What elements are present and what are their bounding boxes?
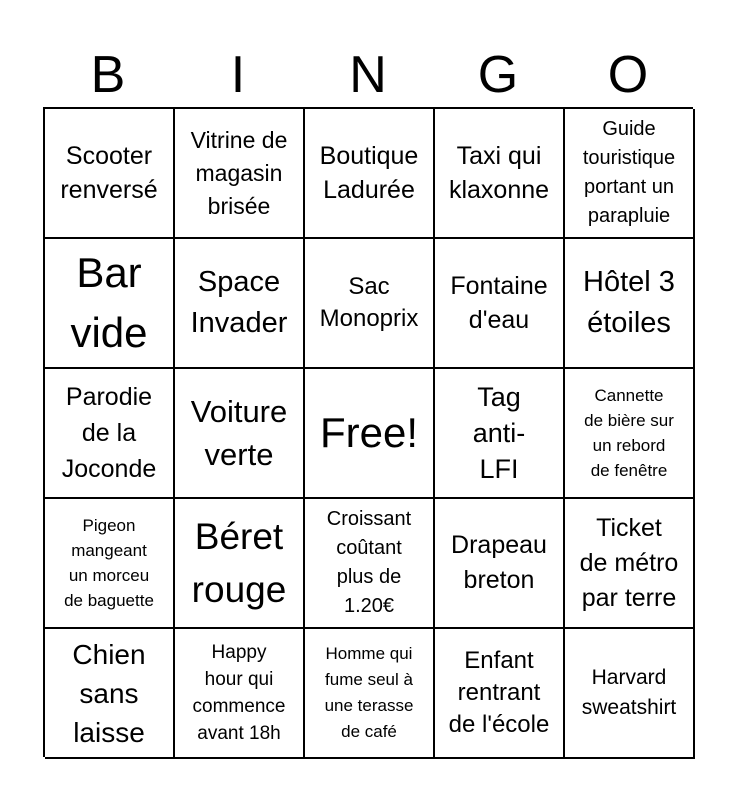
cell-label: Sac Monoprix bbox=[319, 273, 419, 332]
bingo-cell[interactable] bbox=[435, 369, 565, 499]
header-letter-o: O bbox=[607, 46, 649, 104]
cell-label: Boutique Ladurée bbox=[319, 142, 419, 204]
cell-label: Guide touristique portant un parapluie bbox=[582, 118, 676, 227]
cell-label: Croissant coûtant plus de 1.20€ bbox=[326, 508, 412, 617]
cell-label: Hôtel 3 étoiles bbox=[583, 266, 675, 339]
free-space-label: Free! bbox=[319, 409, 419, 456]
bingo-cell[interactable] bbox=[45, 239, 175, 369]
bingo-cell[interactable] bbox=[565, 369, 695, 499]
cell-label: Chien sans laisse bbox=[72, 638, 146, 748]
bingo-cell[interactable] bbox=[175, 629, 305, 759]
cell-label: Homme qui fume seul à une terasse de café bbox=[324, 644, 414, 741]
cell-label: Fontaine d'eau bbox=[450, 272, 548, 334]
cell-label: Taxi qui klaxonne bbox=[448, 142, 550, 204]
cell-label: Voiture verte bbox=[190, 394, 288, 472]
bingo-cell[interactable] bbox=[175, 109, 305, 239]
free-space-cell[interactable] bbox=[305, 369, 435, 499]
header-letter-g: G bbox=[477, 46, 519, 104]
cell-label: Béret rouge bbox=[191, 516, 287, 610]
bingo-cell[interactable] bbox=[45, 109, 175, 239]
header-letter-n: N bbox=[349, 46, 387, 104]
bingo-cell[interactable] bbox=[435, 499, 565, 629]
header-letter-i: I bbox=[230, 46, 246, 104]
bingo-cell[interactable] bbox=[305, 109, 435, 239]
bingo-cell[interactable] bbox=[45, 369, 175, 499]
bingo-cell[interactable] bbox=[175, 369, 305, 499]
bingo-cell[interactable] bbox=[305, 629, 435, 759]
cell-label: Tag anti- LFI bbox=[472, 382, 526, 484]
bingo-cell[interactable] bbox=[565, 499, 695, 629]
cell-label: Bar vide bbox=[70, 249, 148, 356]
cell-label: Drapeau breton bbox=[451, 531, 547, 594]
bingo-cell[interactable] bbox=[305, 499, 435, 629]
bingo-cell[interactable] bbox=[175, 499, 305, 629]
bingo-cell[interactable] bbox=[565, 239, 695, 369]
cell-label: Space Invader bbox=[190, 266, 288, 339]
bingo-cell[interactable] bbox=[435, 109, 565, 239]
bingo-cell[interactable] bbox=[435, 629, 565, 759]
cell-label: Cannette de bière sur un rebord de fenêtre bbox=[584, 386, 674, 480]
bingo-cell[interactable] bbox=[435, 239, 565, 369]
bingo-cell[interactable] bbox=[565, 629, 695, 759]
bingo-cell[interactable] bbox=[45, 499, 175, 629]
cell-label: Parodie de la Joconde bbox=[61, 383, 157, 483]
bingo-cell[interactable] bbox=[565, 109, 695, 239]
cell-label: Pigeon mangeant un morceu de baguette bbox=[64, 516, 154, 610]
bingo-cell[interactable] bbox=[175, 239, 305, 369]
cell-label: Harvard sweatshirt bbox=[581, 666, 677, 719]
header-letter-b: B bbox=[90, 46, 126, 104]
bingo-cell[interactable] bbox=[45, 629, 175, 759]
cell-label: Happy hour qui commence avant 18h bbox=[192, 642, 286, 744]
bingo-header bbox=[43, 44, 693, 106]
cell-label: Enfant rentrant de l'école bbox=[448, 647, 550, 738]
cell-label: Scooter renversé bbox=[60, 142, 158, 204]
cell-label: Ticket de métro par terre bbox=[579, 513, 679, 612]
cell-label: Vitrine de magasin brisée bbox=[190, 126, 288, 219]
bingo-card-grid bbox=[43, 107, 693, 757]
bingo-cell[interactable] bbox=[305, 239, 435, 369]
